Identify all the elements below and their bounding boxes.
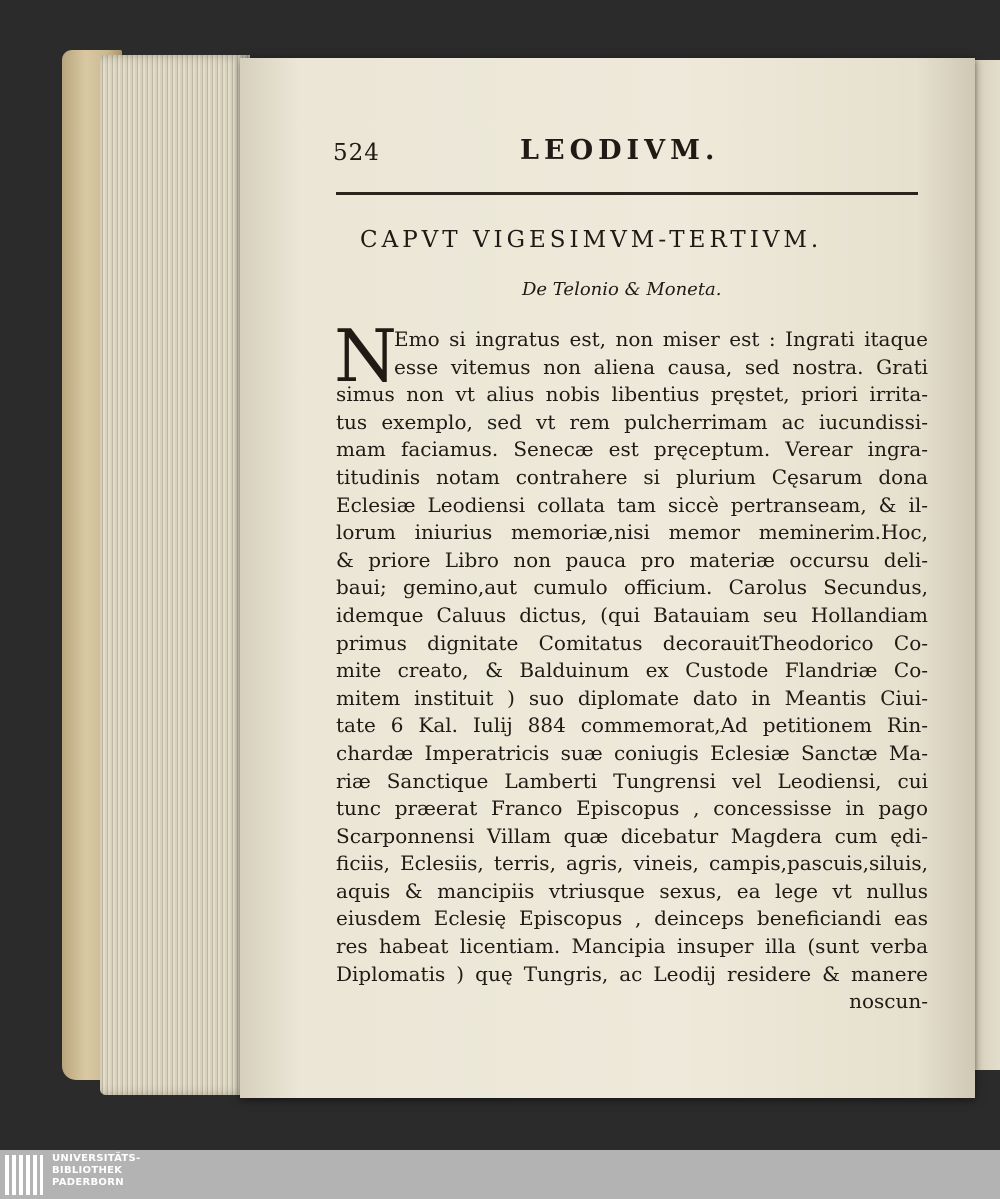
- text-line: idemque Caluus dictus, (qui Batauiam seu Hollandiam: [336, 602, 928, 627]
- text-line: primus dignitate Comitatus decorauitTheodorico Co-: [336, 630, 928, 655]
- library-footer-bar: [0, 1150, 1000, 1199]
- chapter-title: CAPVT VIGESIMVM-TERTIVM.: [360, 227, 823, 253]
- running-head: LEODIVM.: [520, 135, 720, 166]
- text-line: aquis & mancipiis vtriusque sexus, ea lege vt nullus: [336, 878, 928, 903]
- text-line: Emo si ingratus est, non miser est : Ingrati itaque: [394, 327, 928, 351]
- chapter-subtitle: De Telonio & Moneta.: [522, 279, 722, 300]
- page-number: 524: [333, 140, 380, 166]
- text-line: mite creato, & Balduinum ex Custode Flandriæ Co-: [336, 658, 928, 683]
- text-line: riæ Sanctique Lamberti Tungrensi vel Leodiensi, cui: [336, 768, 928, 793]
- header-rule: [336, 192, 918, 195]
- text-line: tunc præerat Franco Episcopus , concessisse in pago: [336, 796, 928, 821]
- text-line: chardæ Imperatricis suæ coniugis Eclesiæ Sanctæ Ma-: [336, 740, 928, 765]
- text-line: Scarponnensi Villam quæ dicebatur Magdera cum ędi-: [336, 823, 928, 848]
- library-name: [52, 1153, 141, 1189]
- text-line: simus non vt alius nobis libentius pręstet, priori irrita-: [336, 382, 928, 407]
- library-logo-icon: [4, 1153, 44, 1197]
- library-name-line: PADERBORN: [52, 1177, 124, 1188]
- library-name-line: BIBLIOTHEK: [52, 1165, 123, 1176]
- text-line: lorum iniurius memoriæ,nisi memor meminerim.Hoc,: [336, 520, 928, 545]
- body-text: [336, 326, 928, 1016]
- catchword: noscun-: [849, 989, 928, 1014]
- text-line: tus exemplo, sed vt rem pulcherrimam ac iucundissi-: [336, 409, 928, 434]
- page-stack: [100, 55, 250, 1095]
- text-line: titudinis notam contrahere si plurium Cęsarum dona: [336, 464, 928, 489]
- text-line: mam faciamus. Senecæ est pręceptum. Verear ingra-: [336, 437, 928, 462]
- text-line: & priore Libro non pauca pro materiæ occursu deli-: [336, 547, 928, 572]
- text-line: eiusdem Eclesię Episcopus , deinceps beneficiandi eas: [336, 906, 928, 931]
- drop-cap: N: [334, 314, 397, 398]
- text-line: Diplomatis ) quę Tungris, ac Leodij residere & manere: [336, 961, 928, 986]
- text-line: mitem instituit ) suo diplomate dato in Meantis Ciui-: [336, 685, 928, 710]
- text-line: res habeat licentiam. Mancipia insuper illa (sunt verba: [336, 934, 928, 959]
- text-line: Eclesiæ Leodiensi collata tam siccè pertranseam, & il-: [336, 492, 928, 517]
- text-line: esse vitemus non aliena causa, sed nostra. Grati: [394, 354, 928, 379]
- text-line: baui; gemino,aut cumulo officium. Carolus Secundus,: [336, 575, 928, 600]
- library-name-line: UNIVERSITÄTS-: [52, 1153, 141, 1164]
- text-line: tate 6 Kal. Iulij 884 commemorat,Ad petitionem Rin-: [336, 713, 928, 738]
- text-line: ficiis, Eclesiis, terris, agris, vineis, campis,pascuis,siluis,: [336, 851, 928, 876]
